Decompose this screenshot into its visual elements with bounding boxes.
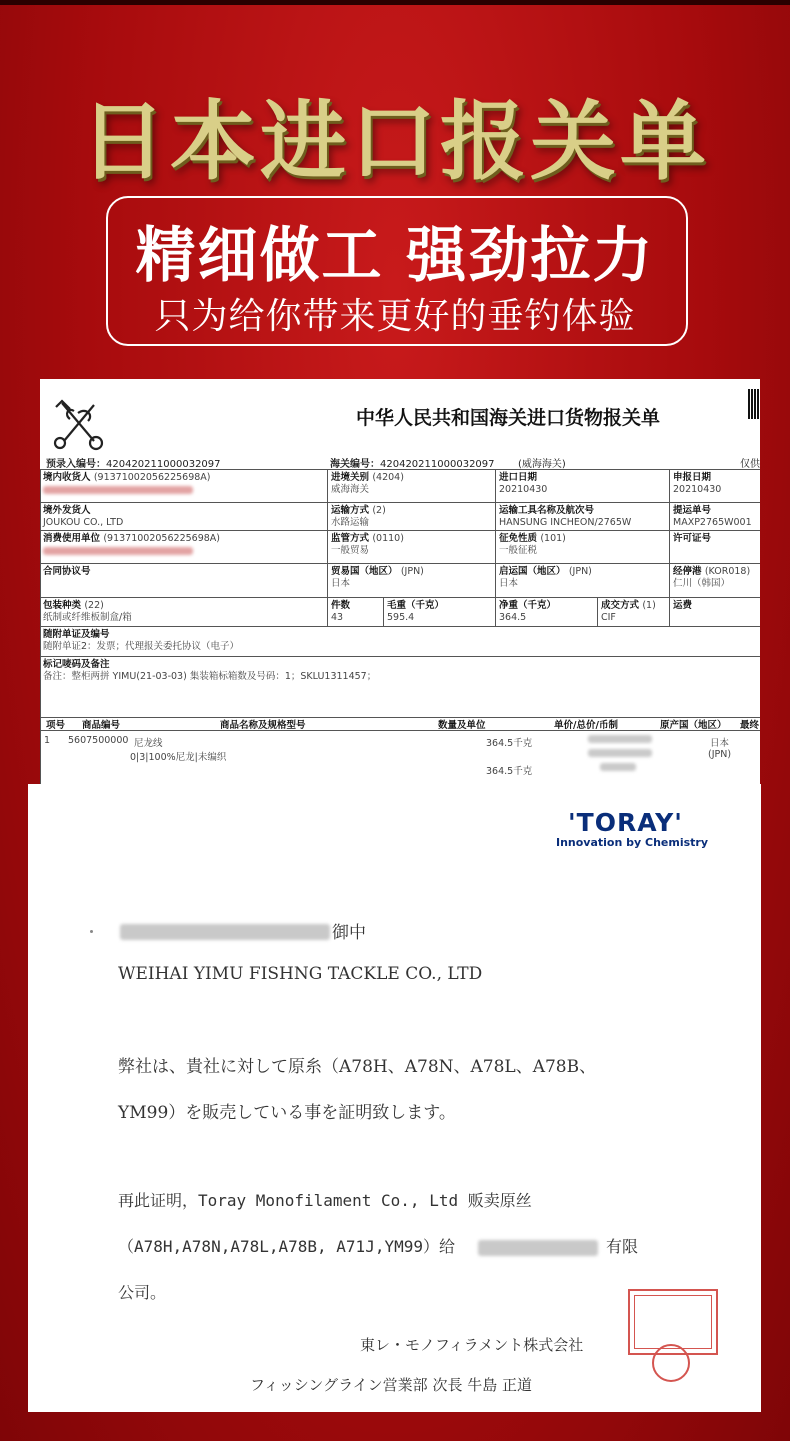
marks-cell: 标记唛码及备注 备注：整柜两拼 YIMU(21-03-03) 集装箱标箱数及号码：1；SKLU1311457； [40, 657, 760, 718]
cn-line-2: （A78H,A78N,A78L,A78B, A71J,YM99）给 [118, 1237, 455, 1256]
declare-date-cell: 申报日期 20210430 [670, 470, 760, 503]
redacted-price [588, 749, 652, 757]
shipper-cell: 境外发货人 JOUKOU CO., LTD [40, 503, 328, 531]
toray-certification-letter [28, 784, 761, 1412]
stopover-cell: 经停港 (KOR018) 仁川（韩国） [670, 564, 760, 598]
freight-cell: 运费 [670, 598, 760, 627]
contract-cell: 合同协议号 [40, 564, 328, 598]
jp-line-2: YM99）を販売している事を証明致します。 [118, 1103, 456, 1123]
barcode [748, 389, 760, 419]
transport-cell: 运输方式 (2) 水路运输 [328, 503, 496, 531]
toray-logo: 'TORAY' [568, 808, 683, 837]
docs-cell: 随附单证及编号 随附单证2：发票；代理报关委托协议（电子） [40, 627, 760, 657]
margin-mark [90, 930, 93, 933]
salutation: 御中 [332, 923, 366, 943]
vessel-cell: 运输工具名称及航次号 HANSUNG INCHEON/2765W [496, 503, 670, 531]
prereg-number: 预录入编号：420420211000032097 [46, 459, 221, 470]
signature-person: フィッシングライン営業部 次長 牛島 正道 [250, 1376, 532, 1394]
levy-cell: 征免性质 (101) 一般征税 [496, 531, 670, 564]
items-header: 项号 商品编号 商品名称及规格型号 数量及单位 单价/总价/币制 原产国（地区） 最终 [40, 717, 760, 731]
slogan-main: 精细做工 强劲拉力 [135, 221, 655, 291]
top-border [0, 0, 790, 5]
origin-country-cell: 启运国（地区） (JPN) 日本 [496, 564, 670, 598]
cn-line-1: 再此证明，Toray Monofilament Co., Ltd 贩卖原丝 [118, 1191, 532, 1210]
jp-line-1: 弊社は、貴社に対して原糸（A78H、A78N、A78L、A78B、 [118, 1057, 597, 1077]
consignee-cell [40, 470, 328, 503]
redacted-name [43, 486, 193, 494]
customs-title: 中华人民共和国海关进口货物报关单 [356, 407, 661, 429]
cn-line-3: 公司。 [118, 1283, 167, 1302]
redacted-company [478, 1240, 598, 1256]
import-date-cell: 进口日期 20210430 [496, 470, 670, 503]
toray-tagline: Innovation by Chemistry [556, 836, 709, 849]
entry-port-cell: 进境关别 (4204) 威海海关 [328, 470, 496, 503]
slogan-sub: 只为给你带来更好的垂钓体验 [154, 296, 636, 337]
supervision-cell: 监管方式 (0110) 一般贸易 [328, 531, 496, 564]
consumer-cell: 消费使用单位 (91371002056225698A) [40, 531, 328, 564]
pieces-cell: 件数 43 [328, 598, 384, 627]
customs-declaration-scan: 中华人民共和国海关进口货物报关单 预录入编号：420420211000032097 海关编号：420420211000032097 (威海海关) 仅供 境内收货人 (91371002056225698A) 进境关别 (4204) 威海海关 进口日期 20210430 申报日期 20210430 境外发货人 JOUKOU CO., LTD 运输方式 (2) 水路运输 运输工具名称及航次号 HANSUNG INCHEON/2765W 提运单号 MAXP2765W001 消费使用单位 (91371002056225698A) 监管方式 (0110) 一般贸易 征免性质 (101) 一般征税 许可证号 合同协议号 贸易国（地区） (JPN) 日本 启运国（地区） (JPN) 日本 经停港 (KOR018) 仁川（韩国） 包装种类 (22) 纸制或纤维板制盒/箱 件数 43 毛重（千克） 595.4 净重（千克） 364.5 成交方式 (1) CIF 运费 随附单证及编号 随附单证2：发票；代理报关委托协议（电子） 标记唛码及备注 备注：整柜两拼 YIMU(21-03-03) 集装箱标箱数及号码：1；SKLU1311457； 项号 商品编号 商品名称及规格型号 数量及单位 单价/总价/币制 原产国（地区） 最终 1 5607500000 尼龙线 364.5千克 日本 0|3|100%尼龙|未编织 (JPN) 364.5千克 [40, 379, 760, 784]
personal-seal-stamp [652, 1344, 690, 1382]
redacted-recipient [120, 924, 330, 940]
hero-title: 日本进口报关单 [80, 92, 710, 192]
redacted-name [43, 547, 193, 555]
net-cell: 净重（千克） 364.5 [496, 598, 598, 627]
license-cell: 许可证号 [670, 531, 760, 564]
copy-note: 仅供 [740, 459, 760, 470]
port-note: (威海海关) [518, 459, 566, 470]
bl-cell: 提运单号 MAXP2765W001 [670, 503, 760, 531]
company-name-en: WEIHAI YIMU FISHNG TACKLE CO., LTD [118, 964, 483, 984]
redacted-currency [600, 763, 636, 771]
consignee-label: 境内收货人 (91371002056225698A) [43, 472, 211, 483]
deal-cell: 成交方式 (1) CIF [598, 598, 670, 627]
trade-country-cell: 贸易国（地区） (JPN) 日本 [328, 564, 496, 598]
gross-cell: 毛重（千克） 595.4 [384, 598, 496, 627]
customs-number: 海关编号：420420211000032097 [330, 459, 495, 470]
signature-company: 東レ・モノフィラメント株式会社 [360, 1336, 584, 1354]
package-cell: 包装种类 (22) 纸制或纤维板制盒/箱 [40, 598, 328, 627]
redacted-price [588, 735, 652, 743]
cn-line-2-end: 有限 [606, 1237, 639, 1256]
customs-emblem-icon [48, 393, 108, 453]
